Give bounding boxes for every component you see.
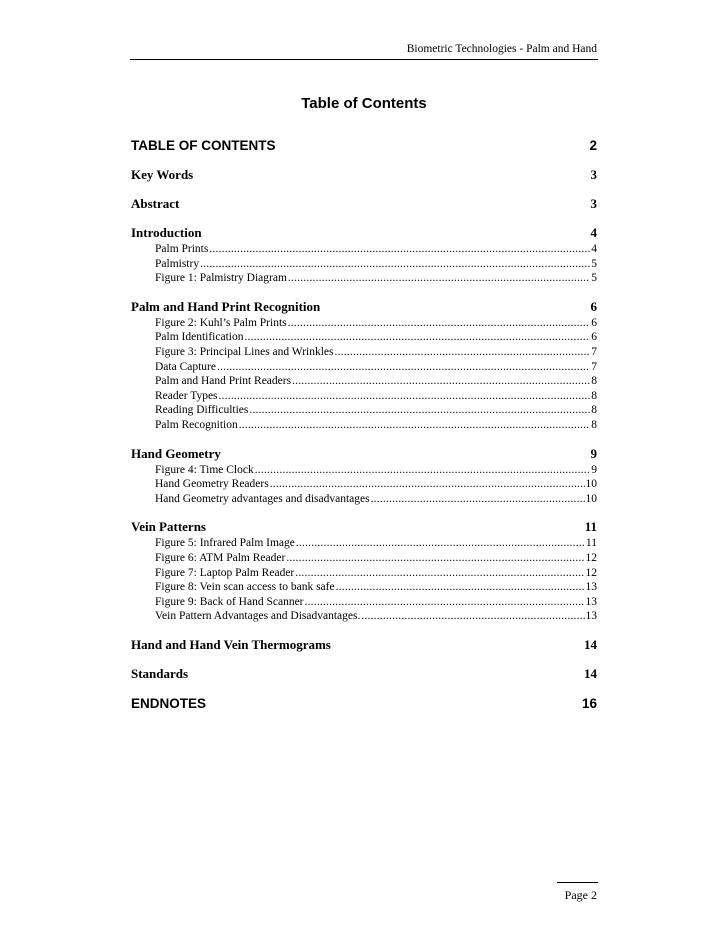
toc-subentry[interactable] (155, 345, 597, 360)
toc-subentry-label: Figure 1: Palmistry Diagram (155, 272, 287, 285)
dot-leader (288, 271, 590, 286)
toc-entry-page: 14 (584, 665, 597, 681)
toc-entry-label: ENDNOTES (131, 695, 207, 711)
toc-subentry-page: 4 (591, 243, 597, 255)
toc-subentry[interactable] (155, 242, 597, 257)
toc-entry[interactable] (131, 196, 597, 212)
toc-entry[interactable] (131, 167, 597, 183)
toc-subentry[interactable] (155, 566, 597, 581)
toc-subentry-page: 8 (591, 375, 597, 388)
dot-leader (296, 536, 585, 551)
dot-leader (286, 551, 584, 566)
dot-leader (288, 316, 591, 331)
toc-subentry[interactable] (155, 477, 597, 492)
toc-entry-page: 16 (581, 695, 597, 711)
toc-subentry[interactable] (155, 360, 597, 375)
page-title: Table of Contents (301, 95, 427, 112)
toc-subentry[interactable] (155, 316, 597, 331)
toc-subentry-label: Palm and Hand Print Readers (155, 375, 292, 388)
toc-entry[interactable] (131, 299, 597, 315)
toc-subentry-page: 9 (591, 463, 597, 476)
toc-subentry-page: 12 (585, 551, 597, 564)
toc-entry-page: 3 (590, 167, 597, 182)
toc-entry-label: Vein Patterns (131, 519, 206, 535)
toc-subentry-label: Data Capture (155, 360, 216, 373)
dot-leader (249, 403, 590, 418)
dot-leader (295, 566, 584, 581)
toc-entry-label: Palm and Hand Print Recognition (131, 298, 321, 314)
dot-leader (292, 374, 590, 389)
toc-subentry-label: Figure 4: Time Clock (155, 463, 254, 476)
toc-subentry[interactable] (155, 374, 597, 389)
toc-entry[interactable] (131, 637, 597, 653)
toc-subentry-label: Hand Geometry Readers (155, 478, 269, 491)
dot-leader (239, 418, 591, 433)
toc-subentry[interactable] (155, 595, 597, 610)
toc-subentry-page: 12 (585, 566, 597, 579)
toc-subentry-label: Palm Recognition (155, 418, 238, 431)
dot-leader (336, 580, 585, 595)
toc-subentry-label: Palm Prints (155, 243, 209, 255)
dot-leader (244, 330, 590, 345)
toc-subentry-page: 10 (585, 492, 597, 505)
dot-leader (270, 477, 585, 492)
toc-entry-label: Hand and Hand Vein Thermograms (131, 636, 331, 652)
toc-subentry-page: 7 (591, 360, 597, 373)
toc-subentry[interactable] (155, 403, 597, 418)
toc-subentry-page: 13 (585, 581, 597, 594)
toc-entry-page: 6 (590, 298, 597, 314)
toc-subentry[interactable] (155, 463, 597, 478)
toc-subentry-page: 6 (591, 331, 597, 344)
toc-entry[interactable] (131, 446, 597, 462)
toc-subentry-label: Figure 2: Kuhl’s Palm Prints (155, 316, 287, 329)
toc-subentry[interactable] (155, 330, 597, 345)
toc-subentry-label: Figure 8: Vein scan access to bank safe (155, 581, 335, 594)
toc-subentry-label: Figure 5: Infrared Palm Image (155, 537, 295, 550)
dot-leader (219, 389, 591, 404)
toc-subentry[interactable] (155, 609, 597, 624)
toc-subentry-page: 5 (591, 272, 597, 285)
toc-entry-label: Abstract (131, 196, 180, 211)
toc-entry-page: 4 (590, 225, 597, 240)
toc-entry-page: 9 (590, 445, 597, 461)
toc-subentry-label: Reading Difficulties (155, 404, 249, 417)
toc-entry-label: TABLE OF CONTENTS (131, 138, 276, 153)
toc-entry[interactable] (131, 138, 597, 154)
toc-subentry-label: Figure 6: ATM Palm Reader (155, 551, 286, 564)
toc-entry-label: Introduction (131, 225, 202, 240)
toc-subentry-page: 7 (591, 345, 597, 358)
toc-entry[interactable] (131, 225, 597, 241)
toc-entry[interactable] (131, 666, 597, 682)
toc-subentry-label: Vein Pattern Advantages and Disadvantages. (155, 610, 361, 623)
toc-entry-page: 14 (584, 636, 597, 652)
toc-entry-page: 11 (584, 519, 597, 535)
toc-entry[interactable] (131, 696, 597, 712)
toc-subentry[interactable] (155, 536, 597, 551)
toc-subentry-page: 8 (591, 389, 597, 402)
header-rule (130, 59, 598, 60)
toc-entry-page: 3 (590, 196, 597, 211)
toc-subentry[interactable] (155, 551, 597, 566)
toc-entry-page: 2 (589, 138, 597, 153)
toc-subentry-label: Figure 3: Principal Lines and Wrinkles (155, 345, 334, 358)
toc-subentry[interactable] (155, 389, 597, 404)
toc-subentry-label: Hand Geometry advantages and disadvantages (155, 492, 370, 505)
toc-subentry[interactable] (155, 257, 597, 272)
toc-subentry[interactable] (155, 492, 597, 507)
toc-subentry-page: 8 (591, 404, 597, 417)
footer-rule (557, 882, 598, 883)
toc-subentry-label: Figure 7: Laptop Palm Reader (155, 566, 295, 579)
toc-subentry-page: 8 (591, 418, 597, 431)
table-of-contents (131, 138, 597, 712)
toc-subentry-page: 10 (585, 478, 597, 491)
toc-subentry-label: Reader Types (155, 389, 218, 402)
toc-subentry-page: 6 (591, 316, 597, 329)
dot-leader (217, 360, 590, 375)
dot-leader (361, 609, 584, 624)
dot-leader (209, 242, 590, 257)
dot-leader (371, 492, 585, 507)
toc-entry-label: Hand Geometry (131, 445, 221, 461)
toc-subentry-page: 13 (585, 610, 597, 623)
toc-subentry-label: Palm Identification (155, 331, 244, 344)
toc-subentry[interactable] (155, 418, 597, 433)
toc-entry[interactable] (131, 519, 597, 535)
dot-leader (335, 345, 591, 360)
toc-subentry-page: 11 (585, 537, 597, 550)
toc-entry-label: Key Words (131, 167, 194, 182)
toc-subentry-label: Palmistry (155, 257, 200, 270)
page-number: Page 2 (564, 888, 597, 902)
toc-subentry[interactable] (155, 580, 597, 595)
toc-subentry-page: 13 (585, 595, 597, 608)
toc-subentry-page: 5 (591, 257, 597, 270)
toc-subentry[interactable] (155, 271, 597, 286)
dot-leader (305, 595, 585, 610)
dot-leader (200, 257, 590, 272)
toc-entry-label: Standards (131, 665, 189, 681)
toc-subentry-label: Figure 9: Back of Hand Scanner (155, 595, 304, 608)
running-header: Biometric Technologies - Palm and Hand (406, 43, 597, 55)
dot-leader (255, 463, 591, 478)
